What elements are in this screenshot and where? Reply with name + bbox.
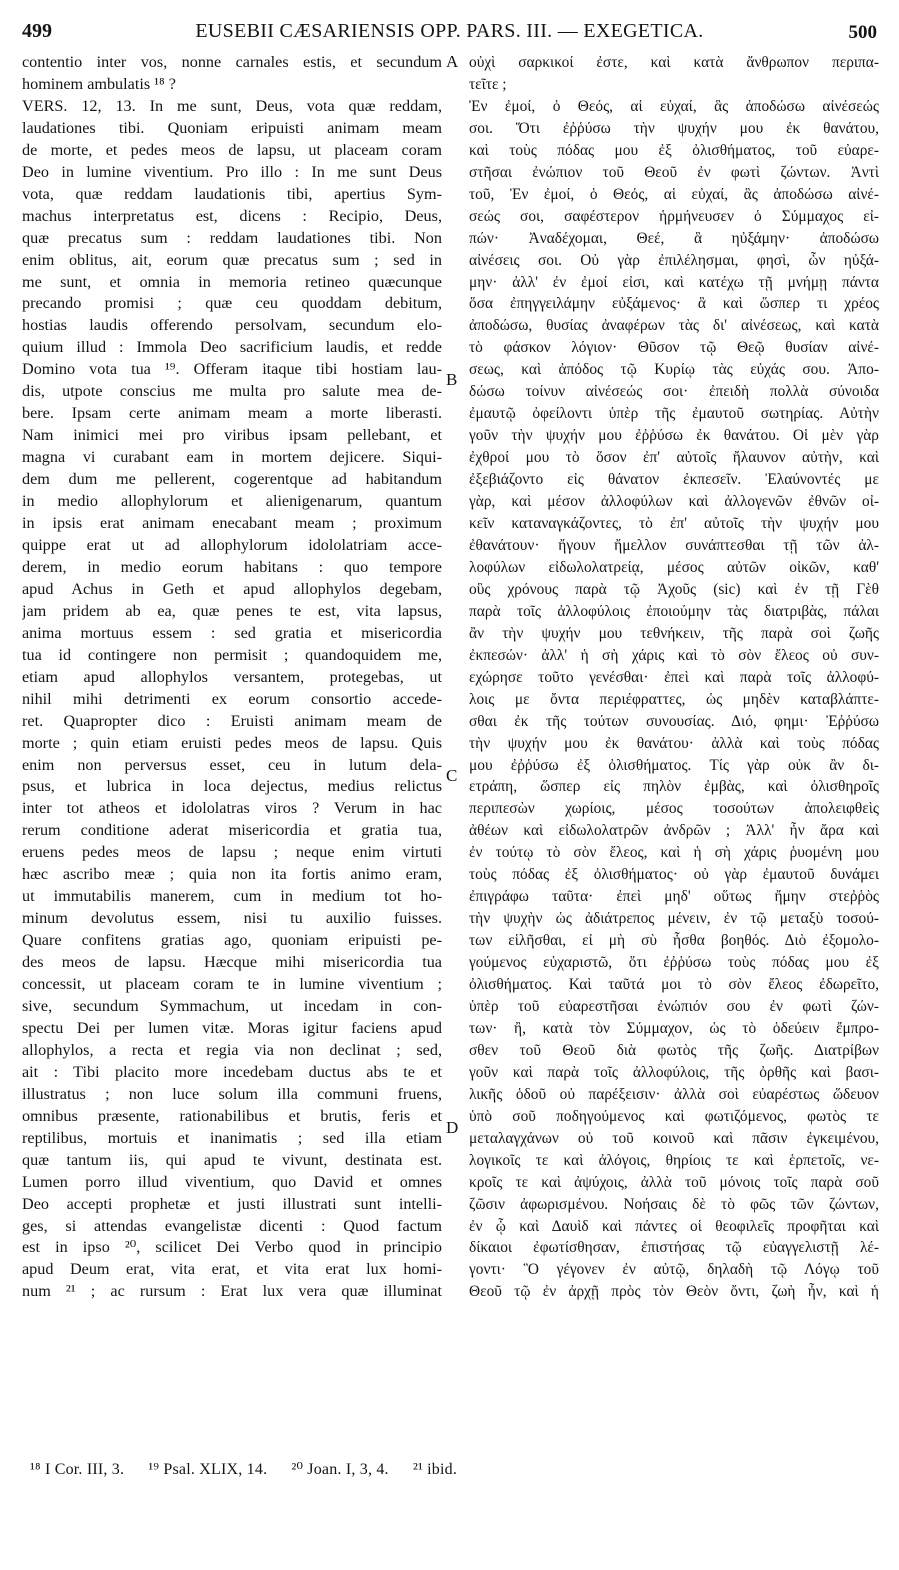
text-line: vota, quæ reddam laudationis tibi, apertius Sym-: [22, 184, 442, 203]
text-line: των εἱλῆσθαι, εἰ μὴ σὺ ἦσθα βοηθός. Διὸ ἐξομολο-: [469, 932, 879, 950]
text-line: τὸ φάσκον λόγιον· Θῦσον τῷ Θεῷ θυσίαν αἰνέ-: [469, 339, 879, 357]
text-line: κεῖν καταναγκάζοντες, τὸ ἐπ' αὐτοῖς τὴν ψυχήν μου: [469, 515, 879, 533]
text-line: ἐθανάτουν· ἤγουν ἤμελλον συνάπτεσθαι τῇ τῶν ἀλ-: [469, 536, 879, 554]
text-line: in medio allophylorum et alienigenarum, quantum: [22, 492, 442, 511]
text-line: παρὰ τοῖς ἀλλοφύλοις ἐποιούμην τὰς διατριβὰς, πάλαι: [469, 602, 879, 620]
text-line: λοφύλων εἰδωλολατρείᾳ, μέσος αὐτῶν οἰκῶν, καθ': [469, 558, 879, 576]
text-line: γὰρ, καὶ μέσον ἀλλοφύλων καὶ ἀλλογενῶν ἐθνῶν οἰ-: [469, 493, 879, 511]
text-line: allophylos, a recta et regia via non declinat ; sed,: [22, 1040, 442, 1059]
text-line: nihil mihi detrimenti ex eorum consortio accede-: [22, 689, 442, 708]
text-line: Deo accepti prophetæ et justi illustrati sunt intelli-: [22, 1194, 442, 1213]
text-line: apud Deum erat, vita erat, et vita erat lux homi-: [22, 1260, 442, 1279]
text-line: γοῦν τὴν ψυχήν μου ἐῤῥύσω ἐκ θανάτου. Οἱ μὲν γὰρ: [469, 427, 879, 445]
text-line: λοις με ὄντα περιέφραττες, ὡς μηδὲν καταβλάπτε-: [469, 690, 879, 708]
text-line: VERS. 12, 13. In me sunt, Deus, vota quæ reddam,: [22, 96, 442, 115]
text-line: etiam apud allophylos versantem, protegebas, ut: [22, 667, 442, 686]
latin-column: [22, 52, 442, 1303]
text-line: ἂν τὴν ψυχήν μου τεθνήκειν, τῆς παρὰ σοὶ ζωῆς: [469, 624, 879, 642]
text-line: μου ἐῤῥύσω ἐξ ὀλισθήματος. Τίς γὰρ οὐκ ἂν δι-: [469, 756, 879, 774]
text-line: ὑπὲρ τοῦ εὐαρεστῆσαι ἐνώπιόν σου ἐν φωτὶ ζών-: [469, 997, 879, 1015]
text-line: Ἐν ἐμοί, ὁ Θεός, αἱ εὐχαί, ἃς ἀποδώσω αἰνέσεώς: [469, 97, 879, 115]
text-line: σεως, καὶ ἀπόδος τῷ Κυρίῳ τὰς εὐχάς σου. Ἀπο-: [469, 361, 879, 379]
text-line: hostias laudis offerendo persolvam, secundum elo-: [22, 316, 442, 335]
text-line: est in ipso ²⁰, scilicet Dei Verbo quod in principio: [22, 1238, 442, 1257]
text-line: num ²¹ ; ac rursum : Erat lux vera quæ illuminat: [22, 1282, 442, 1301]
text-line: laudationes tibi. Quoniam eripuisti animam meam: [22, 118, 442, 137]
text-line: bere. Ipsam certe animam meam a morte liberasti.: [22, 404, 442, 423]
text-line: εχώρησε τοῦτο γενέσθαι· ἐπεὶ καὶ παρὰ τοῖς ἀλλοφύ-: [469, 668, 879, 686]
footnote-18: ¹⁸ I Cor. III, 3.: [30, 1461, 125, 1478]
text-line: στῆσαι ἐνώπιον τοῦ Θεοῦ ἐν φωτὶ ζώντων. Ἀντὶ: [469, 163, 879, 181]
text-line: precando promisi ; quæ ceu quoddam debitum,: [22, 294, 442, 313]
text-line: Nam inimici mei pro viribus ipsam pellebant, et: [22, 426, 442, 445]
text-line: minum devolutus essem, nisi tu auxilio fuisses.: [22, 909, 442, 928]
text-line: hæc ascribo meæ ; quia non ita fortis animo eram,: [22, 865, 442, 884]
text-line: καὶ τοὺς πόδας μου ἐξ ὀλισθήματος, τοῦ εὐαρε-: [469, 141, 879, 159]
running-header: [22, 20, 877, 48]
text-line: γοντι· Ὃ γέγονεν ἐν αὐτῷ, δηλαδὴ τῷ Λόγῳ τοῦ: [469, 1261, 879, 1279]
text-line: de morte, et pedes meos de lapsu, ut placeam coram: [22, 140, 442, 159]
text-line: contentio inter vos, nonne carnales estis, et secundum: [22, 53, 442, 71]
text-line: ἐμαυτῷ ὀφείλοντι ὑπὲρ τῆς ἐμαυτοῦ σωτηρίας. Αὐτὴν: [469, 405, 879, 423]
text-line: tua id contingere non permisit ; quandoquidem me,: [22, 645, 442, 664]
page-number-right: 500: [848, 22, 877, 43]
text-line: ἐξεβιάζοντο εἰς θάνατον ἐκπεσεῖν. Ἐλαύνοντές με: [469, 471, 879, 489]
text-line: omnibus præsente, rationabilibus et brutis, feris et: [22, 1106, 442, 1125]
text-line: δώσω τοίνυν αἰνέσεώς σοι· ἐπειδὴ πολλὰ σύνοιδα: [469, 383, 879, 401]
text-line: ἐπιγράφω ταῦτα· ἐπεὶ μηδ' οὕτως ἤμην στεῤῥὸς: [469, 888, 879, 906]
text-line: Lumen porro illud viventium, quo David et omnes: [22, 1172, 442, 1191]
text-line: concessit, ut placeam coram te in lumine viventium ;: [22, 975, 442, 994]
footnotes: [30, 1459, 477, 1479]
text-line: Θεοῦ τῷ ἐν ἀρχῇ πρὸς τὸν Θεὸν ὄντι, ζωὴ ἦν, καὶ ἡ: [469, 1283, 879, 1301]
text-line: λικῆς ὁδοῦ οὐ παρέξεισιν· ἀλλὰ σοὶ εὐαρέστως ὥδευον: [469, 1085, 879, 1103]
text-line: ges, si attendas evangelistæ dicenti : Quod factum: [22, 1216, 442, 1235]
text-line: dis, utpote conscius me multa pro salute mea de-: [22, 382, 442, 401]
text-line: quæ tantum iis, qui apud te vivunt, destinata est.: [22, 1150, 442, 1169]
text-line: δίκαιοι ἐφωτίσθησαν, ἐπιστήσας τῷ εὐαγγελιστῇ λέ-: [469, 1239, 879, 1257]
text-line: ὀλισθήματος. Καὶ ταῦτά μοι τὸ σὸν ἔλεος ἐδωρεῖτο,: [469, 976, 879, 994]
text-line: ζῶσιν ἀφωρισμένου. Νοήσαις δὲ τὸ φῶς τῶν ζώντων,: [469, 1195, 879, 1213]
text-line: ut immutabilis manerem, cum in medium tot ho-: [22, 887, 442, 906]
text-line: οὐχὶ σαρκικοί ἐστε, καὶ κατὰ ἄνθρωπον περιπα-: [469, 54, 879, 71]
text-line: in ipsis erat animam enecabant meam ; proximum: [22, 514, 442, 533]
running-title: EUSEBII CÆSARIENSIS OPP. PARS. III. — EXEGETICA.: [195, 20, 704, 42]
text-line: σθεν τοῦ Θεοῦ διὰ φωτὸς τῆς ζωῆς. Διατρίβων: [469, 1041, 879, 1059]
text-line: ετράπη, ὥσπερ εἰς πηλὸν ἐμβὰς, καὶ ὀλισθηροῖς: [469, 778, 879, 796]
text-line: Domino vota tua ¹⁹. Offeram itaque tibi hostiam lau-: [22, 360, 442, 379]
text-line: ἐν ᾧ καὶ Δαυὶδ καὶ πάντες οἱ θεοφιλεῖς προφῆται καὶ: [469, 1217, 879, 1235]
text-line: σθαι ἐκ τῆς τούτων συνουσίας. Διό, φημι· Ἐῤῥύσω: [469, 712, 879, 730]
greek-column: [469, 52, 879, 1303]
margin-marker-a: A: [446, 52, 459, 71]
text-line: των· ἢ, κατὰ τὸν Σύμμαχον, ὡς τὸ ὁδεύειν ἔμπρο-: [469, 1019, 879, 1037]
text-line: rerum conditione aderat misericordia et gratia tua,: [22, 821, 442, 840]
text-line: psus, et lubrica in loca dejectus, medius relictus: [22, 777, 442, 796]
text-line: μην· ἀλλ' ἐν ἐμοί εἰσι, καὶ κατέχω τῇ μνήμῃ πάντα: [469, 273, 879, 291]
page-number-left: 499: [22, 20, 52, 42]
text-line: σοι. Ὅτι ἐῤῥύσω τὴν ψυχήν μου ἐκ θανάτου,: [469, 119, 879, 137]
footnote-19: ¹⁹ Psal. XLIX, 14.: [148, 1461, 268, 1478]
text-line: machus interpretatus est, dicens : Recipio, Deus,: [22, 206, 442, 225]
text-line: reptilibus, mortuis et inanimatis ; sed illa etiam: [22, 1128, 442, 1147]
text-line: eruens pedes meos de lapsu ; neque enim virtuti: [22, 843, 442, 862]
text-line: anima mortuus essem : sed gratia et misericordia: [22, 623, 442, 642]
text-line: jam pridem ab ea, quæ penes te est, vita lapsus,: [22, 601, 442, 620]
text-line: γούμενος εὐχαριστῶ, ὅτι ἐῤῥύσω τοὺς πόδας μου ἐξ: [469, 954, 879, 972]
text-line: dem dum me pellerent, cogerentque ad habitandum: [22, 470, 442, 489]
text-line: ἐχθροί μου τὸ ὅσον ἐπ' αὐτοῖς ἤλαυνον αὐτὴν, καὶ: [469, 449, 879, 467]
footnote-21: ²¹ ibid.: [412, 1461, 458, 1478]
footnote-20: ²⁰ Joan. I, 3, 4.: [291, 1461, 389, 1478]
text-line: πών· Ἀναδέχομαι, Θεέ, ἃ ηὐξάμην· ἀποδώσω: [469, 229, 879, 247]
text-line: αἰνέσεις σοι. Οὐ γὰρ ἐπιλέλησμαι, φησὶ, ὧν ηὐξά-: [469, 251, 879, 269]
text-line: ἀθέων καὶ εἰδωλολατρῶν ἀνδρῶν ; Ἀλλ' ἦν ἄρα καὶ: [469, 822, 879, 840]
text-line: magna vi curabant eam in mortem dejicere. Siqui-: [22, 448, 442, 467]
text-line: me sunt, et omnia in memoria retineo quæcunque: [22, 272, 442, 291]
text-line: illustratus ; non luce solum illa communi fruens,: [22, 1084, 442, 1103]
text-line: ἐν τούτῳ τὸ σὸν ἔλεος, καὶ ἡ σὴ χάρις ῥυομένη μου: [469, 844, 879, 862]
text-line: sive, secundum Symmachum, ut incedam in con-: [22, 996, 442, 1015]
margin-marker-b: B: [446, 370, 458, 389]
text-line: κροῖς τε καὶ ἀψύχοις, ἀλλὰ τοῦ μόνοις τοῖς παρὰ σοῦ: [469, 1173, 879, 1191]
text-line: hominem ambulatis ¹⁸ ?: [22, 74, 176, 93]
text-line: τὴν ψυχήν μου ἐκ θανάτου· ἀλλὰ καὶ τοὺς πόδας: [469, 734, 879, 752]
text-line: ait : Tibi placito more incedebam ductus abs te et: [22, 1062, 442, 1081]
text-line: inter tot atheos et idololatras viros ? Verum in hac: [22, 799, 442, 818]
text-line: enim non perversus esset, ceu in lutum dela-: [22, 755, 442, 774]
text-line: μεταλαγχάνων οὐ τοῦ κοινοῦ καὶ πᾶσιν ἐγκειμένου,: [469, 1129, 879, 1147]
text-line: spectu Dei per lumen vitæ. Moras igitur faciens apud: [22, 1018, 442, 1037]
text-line: περιπεσὼν χωρίοις, μέσος τοσούτων ἀπολειφθεὶς: [469, 800, 879, 818]
text-line: ὅσα ἐπηγγειλάμην εὐξάμενος· ἃ καὶ ὥσπερ τι χρέος: [469, 295, 879, 313]
text-line: des meos de lapsu. Hæcque mihi misericordia tua: [22, 953, 442, 972]
text-line: τεῖτε ;: [469, 75, 507, 93]
text-line: σεώς σοι, σαφέστερον ἡρμήνευσεν ὁ Σύμμαχος εἰ-: [469, 207, 879, 225]
text-line: Deo in lumine viventium. Pro illo : In me sunt Deus: [22, 162, 442, 181]
text-line: Quare confitens gratias ago, quoniam eripuisti pe-: [22, 931, 442, 950]
text-line: λογικοῖς τε καὶ ἀλόγοις, θηρίοις τε καὶ ἑρπετοῖς, νε-: [469, 1151, 879, 1169]
text-line: γοῦν καὶ παρὰ τοῖς ἀλλοφύλοις, τῆς ὀρθῆς καὶ βασι-: [469, 1063, 879, 1081]
text-line: ὑπὸ σοῦ ποδηγούμενος καὶ φωτιζόμενος, φωτὸς τε: [469, 1107, 879, 1125]
text-line: ἐκπεσών· ἀλλ' ἡ σὴ χάρις καὶ τὸ σὸν ἔλεος οὐ συν-: [469, 646, 879, 664]
text-line: οὓς χρόνους παρὰ τῷ Ἀχοῦς (sic) καὶ ἐν τῇ Γὲθ: [469, 580, 879, 598]
text-line: quium illud : Immola Deo sacrificium laudis, et redde: [22, 338, 442, 357]
margin-marker-d: D: [446, 1118, 459, 1137]
text-line: τοῦ, Ἐν ἐμοί, ὁ Θεός, αἱ εὐχαί, ἃς ἀποδώσω αἰνέ-: [469, 185, 879, 203]
text-line: apud Achus in Geth et apud allophylos degebam,: [22, 579, 442, 598]
text-line: τὴν ψυχὴν ὡς ἀδιάτρεπος μένειν, ἐν τῷ μεταξὺ τοσού-: [469, 910, 879, 928]
text-line: τοὺς πόδας ἐξ ὀλισθήματος· οὐ γὰρ ἐμαυτοῦ δυνάμει: [469, 866, 879, 884]
text-line: derem, in medio eorum habitans : quo tempore: [22, 557, 442, 576]
margin-marker-c: C: [446, 766, 458, 785]
text-line: enim oblitus, ait, eorum quæ precatus sum ; sed in: [22, 250, 442, 269]
text-line: quæ precatus sum : reddam laudationes tibi. Non: [22, 228, 442, 247]
text-line: quippe erat ut ad allophylorum idololatriam acce-: [22, 535, 442, 554]
text-line: morte ; quin etiam eruisti pedes meos de lapsu. Quis: [22, 733, 442, 752]
text-line: ret. Quapropter dico : Eruisti animam meam de: [22, 711, 442, 730]
text-line: ἀποδώσω, θυσίας ἀναφέρων τὰς δι' αἰνέσεως, καὶ κατὰ: [469, 317, 879, 335]
